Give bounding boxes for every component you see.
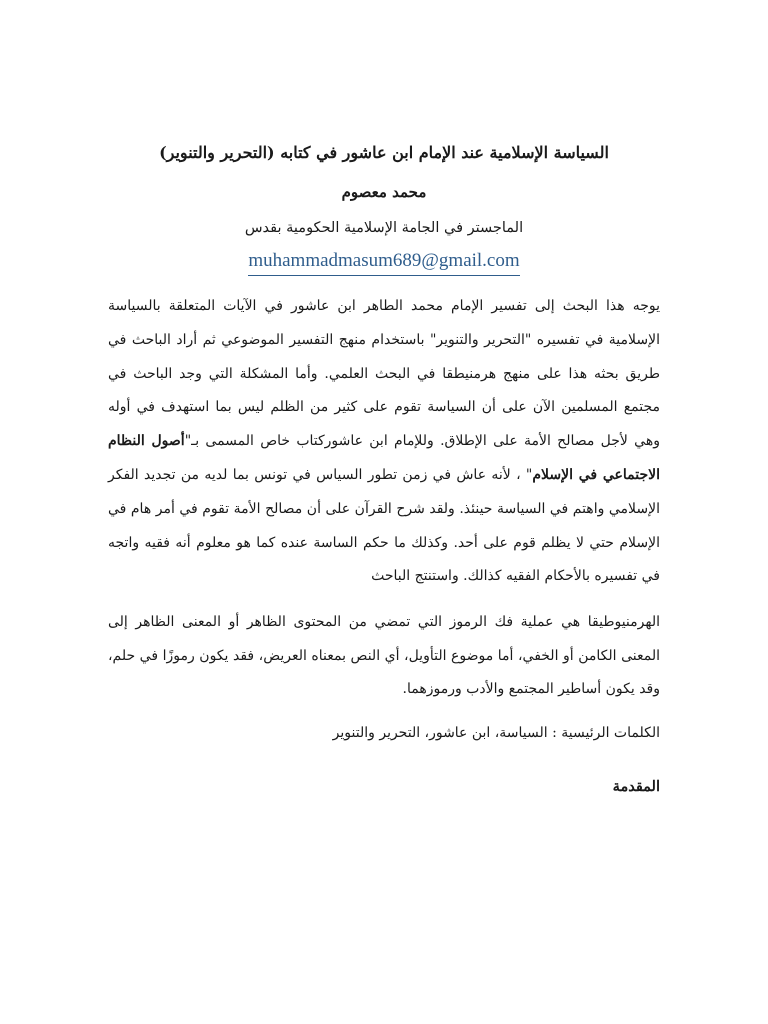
author-name: محمد معصوم — [341, 183, 427, 201]
paper-page — [108, 140, 660, 799]
abstract-book-title: أصول النظام الاجتماعي في الإسلام — [108, 433, 660, 483]
paper-title: السياسة الإسلامية عند الإمام ابن عاشور في كتابه (التحرير والتنوير) — [159, 143, 609, 162]
section-heading-introduction: المقدمة — [612, 777, 660, 795]
hermeneutics-paragraph: الهرمنيوطيقا هي عملية فك الرموز التي تمضي من المحتوى الظاهر أو المعنى الظاهر إلى المعنى الكامن أو الخفي، أما موضوع التأويل، أي النص بمعناه العريض، فقد يكون رموزًا في حلم، وقد يكون أساطير المجتمع والأدب ورموزهما. — [108, 614, 660, 698]
author-email-link[interactable]: muhammadmasum689@gmail.com — [248, 248, 519, 276]
abstract-text-part2: " ، لأنه عاش في زمن تطور السياس في تونس بما لديه من تجديد الفكر الإسلامي واهتم في السياسة حينئذ. ولقد شرح القرآن على أن مصالح الأمة تقوم في أمر هام في الإسلام حتي لا يظلم قوم على أحد. وكذلك ما حكم الساسة عنده كما هو معلوم أنه فقيه واتجه في تفسيره بالأحكام الفقيه كذالك. واستنتج الباحث — [108, 466, 660, 585]
author-affiliation: الماجستر في الجامة الإسلامية الحكومية بقدس — [244, 220, 524, 236]
abstract-text-part1: يوجه هذا البحث إلى تفسير الإمام محمد الطاهر ابن عاشور في الآيات المتعلقة بالسياسة الإسلامية في تفسيره "التحرير والتنوير" باستخدام منهج التفسير الموضوعي ثم أراد الباحث في طريق بحثه هذا على منهج هرمنيطقا في البحث العلمي. وأما المشكلة التي وجد الباحث في مجتمع المسلمين الآن على أن السياسة تقوم على كثير من الظلم ليس بما استهدف في أوله وهي لأجل مصالح الأمة على الإطلاق. وللإمام ابن عاشوركتاب خاص المسمى بـ" — [108, 298, 660, 450]
email-line — [108, 248, 660, 276]
keywords-line: الكلمات الرئيسية : السياسة، ابن عاشور، التحرير والتنوير — [332, 724, 660, 741]
abstract-paragraph — [108, 290, 660, 594]
